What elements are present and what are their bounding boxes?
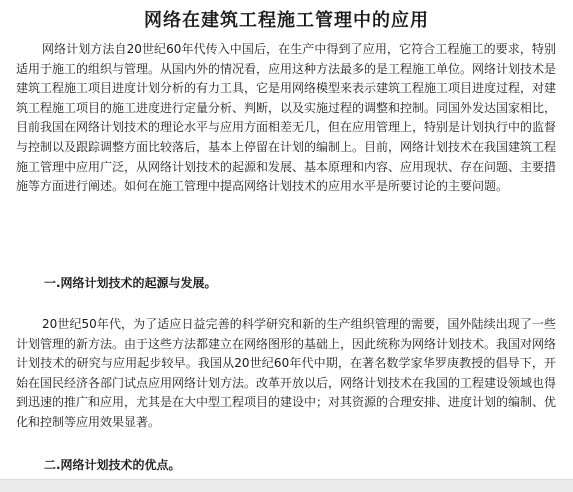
- intro-paragraph: 网络计划方法自20世纪60年代传入中国后，在生产中得到了应用，它符合工程施工的要求，特别适用于施工的组织与管理。从国内外的情况看，应用这种方法最多的是工程施工单位。网络计划技术是建筑工程施工项目进度计划分析的有力工具，它是用网络模型来表示建筑工程施工项目进度过程，对建筑工程施工项目的施工进度进行定量分析、判断，以及实施过程的调整和控制。同国外发达国家相比，目前我国在网络计划技术的理论水平与应用方面相差无几，但在应用管理上，特别是计划执行中的监督与控制以及跟踪调整方面比较落后，基本上停留在计划的编制上。目前，网络计划技术在我国建筑工程施工管理中应用广泛，从网络计划技术的起源和发展、基本原理和内容、应用现状、存在问题、主要措施等方面进行阐述。如何在施工管理中提高网络计划技术的应用水平是所要讨论的主要问题。: [16, 42, 557, 194]
- section-heading-origin: 一.网络计划技术的起源与发展。: [44, 276, 217, 290]
- origin-paragraph: 20世纪50年代，为了适应日益完善的科学研究和新的生产组织管理的需要，国外陆续出现了一些计划管理的新方法。由于这些方法都建立在网络图形的基础上，因此统称为网络计划技术。我国对网络计划技术的研究与应用起步较早。我国从20世纪60年代中期，在著名数学家华罗庚教授的倡导下，开始在国民经济各部门试点应用网络计划方法。改革开放以后，网络计划技术在我国的工程建设领域也得到迅速的推广和应用，尤其是在大中型工程项目的建设中；对其资源的合理安排、进度计划的编制、优化和控制等应用效果显著。: [16, 317, 557, 429]
- section-heading-advantages: 二.网络计划技术的优点。: [44, 458, 181, 472]
- document-title: 网络在建筑工程施工管理中的应用: [144, 10, 429, 31]
- bottom-scroll-strip: [0, 479, 573, 492]
